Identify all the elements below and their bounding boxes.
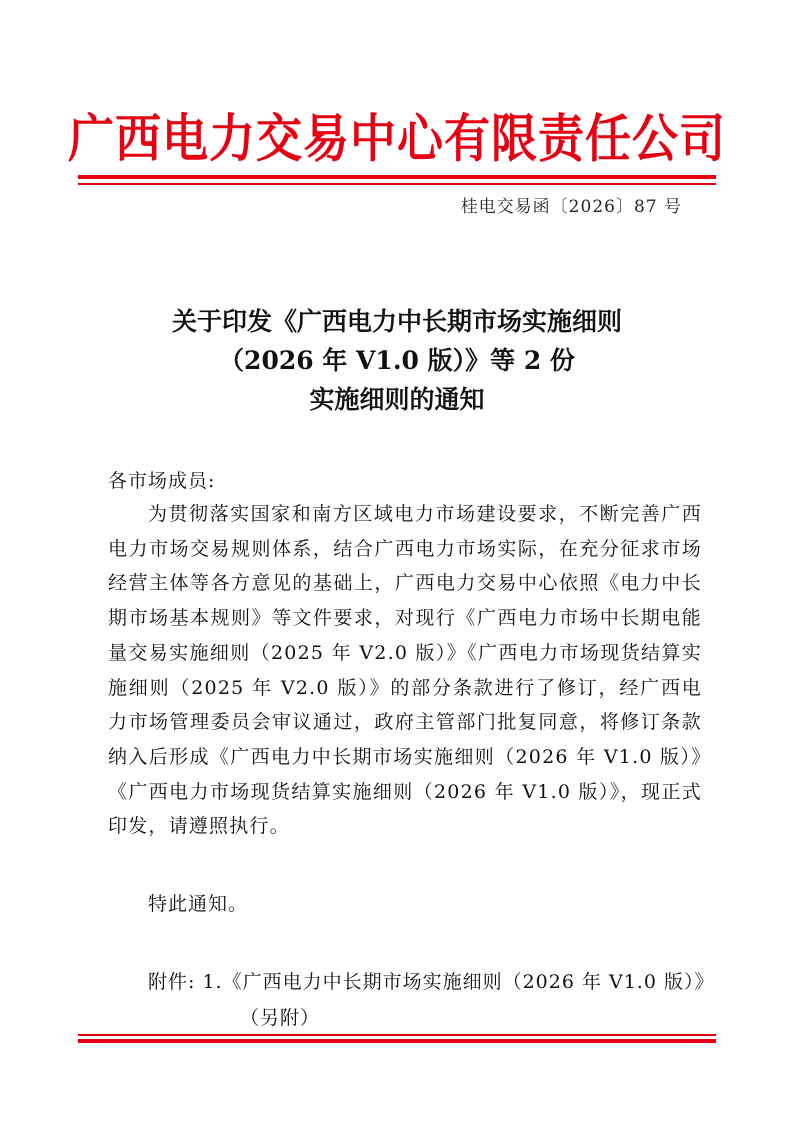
attachment-list <box>148 964 714 1036</box>
notice-title-line-1: 关于印发《广西电力中长期市场实施细则 <box>171 307 622 336</box>
closing-remark: 特此通知。 <box>148 893 249 915</box>
footer-rule-thin <box>78 1034 716 1036</box>
notice-title <box>0 302 794 419</box>
body-paragraph: 为贯彻落实国家和南方区域电力市场建设要求，不断完善广西电力市场交易规则体系，结合广西电力市场实际，在充分征求市场经营主体等各方意见的基础上，广西电力交易中心依照《电力中长期市场基本规则》等文件要求，对现行《广西电力市场中长期电能量交易实施细则（2025 年 V2.0 版）》《广西电力市场现货结算实施细则（2025 年 V2.0 版）》的部分条款进行了修订，经广西电力市场管理委员会审议通过，政府主管部门批复同意，将修订条款纳入后形成《广西电力中长期市场实施细则（2026 年 V1.0 版）》《广西电力市场现货结算实施细则（2026 年 V1.0 版）》，现正式印发，请遵照执行。 <box>108 503 702 838</box>
salutation: 各市场成员: <box>108 470 216 492</box>
header-rule-thick <box>78 175 716 179</box>
footer-rule-thick <box>78 1039 716 1043</box>
notice-title-line-2: （2026 年 V1.0 版）》等 2 份 <box>219 346 575 375</box>
attachment-note: （另附） <box>240 1007 321 1029</box>
organization-header: 广西电力交易中心有限责任公司 <box>68 108 726 169</box>
notice-title-line-3: 实施细则的通知 <box>309 385 485 414</box>
header-rule-thin <box>78 183 716 185</box>
document-number: 桂电交易函〔2026〕87 号 <box>460 197 682 217</box>
attachment-item: 附件: 1.《广西电力中长期市场实施细则（2026 年 V1.0 版）》 <box>148 971 715 993</box>
